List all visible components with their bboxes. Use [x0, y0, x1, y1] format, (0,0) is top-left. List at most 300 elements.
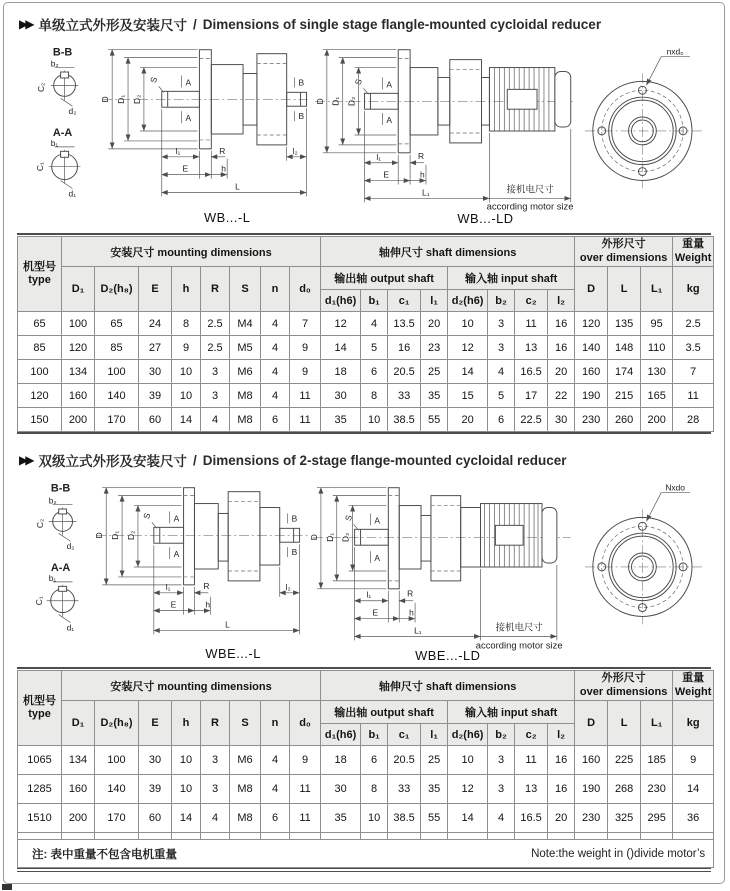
table-cell: 200 — [62, 408, 95, 432]
header-col: n — [261, 701, 290, 746]
dim-D1: D₁ — [110, 530, 121, 540]
header-kg: kg — [673, 267, 714, 312]
table-cell: 55 — [421, 408, 448, 432]
caption-wb-l: WB...-L — [203, 210, 251, 226]
table-cell: 160 — [62, 384, 95, 408]
table-cell: 14 — [321, 336, 361, 360]
table-cell: 130 — [641, 360, 673, 384]
table-cell: 55 — [421, 804, 448, 833]
dim-l1: l₁ — [376, 151, 382, 162]
section2-drawings — [17, 473, 711, 665]
table-row — [18, 360, 714, 384]
table-cell: 65 — [18, 312, 62, 336]
section-marker-icon: ▶▶ — [19, 453, 32, 467]
motor-size-note-zh: 接机电尺寸 — [507, 183, 555, 195]
table-cell: 230 — [641, 775, 673, 804]
table-cell: M8 — [230, 775, 261, 804]
table-cell: 39 — [139, 384, 172, 408]
table-cell: 3 — [488, 336, 515, 360]
header-kg: kg — [673, 701, 714, 746]
d2-label: d₂ — [68, 106, 77, 117]
table-cell: 135 — [608, 312, 641, 336]
table-cell: 35 — [421, 775, 448, 804]
table-cell: 3 — [488, 312, 515, 336]
header-mounting: 安装尺寸 mounting dimensions — [62, 671, 321, 701]
table-cell: 160 — [575, 360, 608, 384]
table-cell: 10 — [172, 360, 201, 384]
table-row — [18, 746, 714, 775]
table-cell: 8 — [361, 775, 388, 804]
table-cell: 110 — [641, 336, 673, 360]
table-cell: 23 — [421, 336, 448, 360]
table-cell: 10 — [172, 384, 201, 408]
dim-D1: D₁ — [325, 532, 336, 542]
bolt-callout — [647, 47, 691, 86]
table-cell: 174 — [608, 360, 641, 384]
table-cell: 65 — [95, 312, 139, 336]
table-cell: 4 — [261, 336, 290, 360]
header-output-shaft: 输出轴 output shaft — [321, 267, 448, 290]
header-col: D — [575, 701, 608, 746]
table-cell: 4 — [261, 360, 290, 384]
table-cell: 11 — [290, 408, 321, 432]
dimension-annotations — [100, 50, 306, 197]
spacer-cell — [230, 833, 261, 840]
section1-drawings — [17, 37, 711, 231]
section-view-bb — [35, 483, 77, 552]
dim-E: E — [372, 607, 379, 618]
c2-label: C₂ — [35, 82, 46, 93]
spacer-cell — [172, 833, 201, 840]
table-cell: 12 — [321, 312, 361, 336]
header-col: d₁(h6) — [321, 290, 361, 312]
table-cell: 14 — [448, 804, 488, 833]
table-cell: 4 — [201, 408, 230, 432]
table-cell: 120 — [575, 312, 608, 336]
drawing-wb-ld — [309, 37, 575, 227]
header-col: S — [230, 267, 261, 312]
table-cell: 8 — [361, 384, 388, 408]
table-cell: 13 — [515, 336, 548, 360]
spacer-cell — [321, 833, 361, 840]
dim-L1: L₁ — [422, 187, 431, 198]
header-col: E — [139, 267, 172, 312]
header-col: b₂ — [488, 290, 515, 312]
table-cell: M5 — [230, 336, 261, 360]
single-stage-dimension-table — [17, 236, 714, 432]
table-cell: 10 — [172, 746, 201, 775]
header-col: h — [172, 701, 201, 746]
table-cell: 30 — [139, 746, 172, 775]
table-cell: 134 — [62, 746, 95, 775]
section-view-aa — [35, 127, 81, 198]
table-cell: 230 — [575, 804, 608, 833]
dim-D: D — [100, 96, 111, 103]
table-cell: 100 — [95, 746, 139, 775]
table-cell: 6 — [261, 408, 290, 432]
table-cell: 165 — [641, 384, 673, 408]
table-cell: 28 — [673, 408, 714, 432]
header-col: d₂(h6) — [448, 724, 488, 746]
table-cell: 85 — [18, 336, 62, 360]
caption-wbe-l: WBE...-L — [205, 646, 261, 662]
section-marker-icon: ▶▶ — [19, 17, 32, 31]
spacer-cell — [62, 833, 95, 840]
dim-D: D — [309, 534, 320, 541]
header-col: L — [608, 701, 641, 746]
table-cell: 150 — [18, 408, 62, 432]
dim-D2: D₂ — [131, 94, 142, 104]
section2-title-en: Dimensions of 2-stage flange-mounted cycloidal reducer — [202, 452, 567, 468]
dim-R: R — [219, 145, 226, 156]
table-cell: 4 — [261, 312, 290, 336]
dim-D1: D₁ — [331, 96, 342, 106]
table-cell: 35 — [321, 408, 361, 432]
table-cell: 95 — [641, 312, 673, 336]
b1-label: b₁ — [48, 572, 57, 583]
drawing-wbe-ld — [309, 473, 575, 663]
table-cell: 13 — [515, 775, 548, 804]
spacer-cell — [488, 833, 515, 840]
table-cell: 33 — [388, 384, 421, 408]
table-cell: 10 — [361, 408, 388, 432]
table-cell: 14 — [673, 775, 714, 804]
dimension-annotations — [94, 488, 299, 635]
header-type: 机型号 type — [18, 671, 62, 746]
table-cell: 230 — [575, 408, 608, 432]
table-body — [18, 746, 714, 833]
table-cell: 134 — [62, 360, 95, 384]
note-en: Note:the weight in ()divide motor’s — [531, 847, 706, 860]
section-b-mark: B — [291, 547, 298, 558]
table-cell: 7 — [290, 312, 321, 336]
table-foot — [18, 833, 714, 868]
spacer-cell — [421, 833, 448, 840]
header-col: E — [139, 701, 172, 746]
drawing-flange-front-1 — [575, 43, 711, 195]
b1-label: b₁ — [50, 137, 59, 148]
c2-label: C₂ — [34, 518, 45, 529]
table-cell: M6 — [230, 746, 261, 775]
table-cell: 4 — [261, 775, 290, 804]
table-cell: 11 — [290, 804, 321, 833]
table-cell: 185 — [641, 746, 673, 775]
note-zh: 注: 表中重量不包含电机重量 — [32, 848, 178, 861]
table-cell: 18 — [321, 746, 361, 775]
header-col: b₂ — [488, 724, 515, 746]
header-over: 外形尺寸 over dimensions — [575, 237, 673, 267]
table-cell: 17 — [515, 384, 548, 408]
table-cell: 20 — [448, 408, 488, 432]
table-cell: 35 — [321, 804, 361, 833]
spacer-cell — [448, 833, 488, 840]
table-cell: 3.5 — [673, 336, 714, 360]
dim-E: E — [383, 169, 390, 180]
table-header — [18, 671, 714, 746]
table-cell: 268 — [608, 775, 641, 804]
section1-title-zh: 单级立式外形及安装尺寸 — [38, 18, 187, 33]
section1-title — [19, 14, 709, 34]
table-cell: 3 — [488, 775, 515, 804]
title-separator: / — [192, 16, 197, 32]
catalog-page — [3, 2, 725, 884]
table-cell: 14 — [172, 408, 201, 432]
dim-l2: l₂ — [285, 581, 291, 592]
note-row — [18, 840, 714, 868]
table-cell: 4 — [201, 804, 230, 833]
table-cell: 13.5 — [388, 312, 421, 336]
section-a-mark: A — [386, 115, 393, 126]
spacer-cell — [515, 833, 548, 840]
table-cell: 6 — [488, 408, 515, 432]
dim-L1: L₁ — [414, 625, 423, 636]
table-cell: M4 — [230, 312, 261, 336]
spacer-cell — [608, 833, 641, 840]
motor-size-note-en: according motor size — [487, 200, 574, 212]
header-over: 外形尺寸 over dimensions — [575, 671, 673, 701]
c1-label: C₁ — [34, 162, 45, 172]
section2-title — [19, 450, 709, 470]
table-cell: 10 — [448, 746, 488, 775]
table-cell: 200 — [641, 408, 673, 432]
dim-L: L — [225, 619, 230, 630]
spacer-cell — [641, 833, 673, 840]
table-cell: 120 — [18, 384, 62, 408]
table-cell: 11 — [290, 384, 321, 408]
table-cell: 30 — [548, 408, 575, 432]
aa-label: A-A — [50, 561, 71, 574]
table-cell: 9 — [673, 746, 714, 775]
table-cell: 16 — [388, 336, 421, 360]
table-cell: 148 — [608, 336, 641, 360]
table-cell: 14 — [172, 804, 201, 833]
table-cell: 10 — [448, 312, 488, 336]
table-cell: 22.5 — [515, 408, 548, 432]
table-cell: 38.5 — [388, 408, 421, 432]
dim-E: E — [182, 163, 189, 174]
header-col: d₀ — [290, 701, 321, 746]
table-cell: 9 — [290, 746, 321, 775]
header-col: d₁(h6) — [321, 724, 361, 746]
dim-l1: l₁ — [175, 145, 181, 156]
header-mounting: 安装尺寸 mounting dimensions — [62, 237, 321, 267]
table-cell: 190 — [575, 775, 608, 804]
table-row — [18, 775, 714, 804]
table-cell: 5 — [488, 384, 515, 408]
table-row — [18, 804, 714, 833]
table-cell: M6 — [230, 360, 261, 384]
table-cell: 16 — [548, 746, 575, 775]
header-col: l₂ — [548, 724, 575, 746]
dim-R: R — [203, 580, 210, 591]
section-a-mark: A — [185, 113, 192, 124]
table-cell: 170 — [95, 804, 139, 833]
dim-D: D — [315, 98, 326, 105]
section-a-mark: A — [185, 77, 192, 88]
table-cell: 85 — [95, 336, 139, 360]
table-cell: 140 — [575, 336, 608, 360]
dim-h: h — [205, 599, 211, 610]
table-cell: 18 — [321, 360, 361, 384]
drawing-wbe-l — [17, 473, 309, 663]
table-cell: 225 — [608, 746, 641, 775]
page-corner-mark — [2, 884, 12, 890]
dim-D: D — [94, 532, 105, 539]
table-cell: 30 — [321, 384, 361, 408]
b2-label: b₂ — [48, 495, 57, 506]
table-cell: 10 — [172, 775, 201, 804]
d1-label: d₁ — [66, 622, 75, 633]
table-cell: 16 — [548, 775, 575, 804]
table-cell: 7 — [673, 360, 714, 384]
table-cell: 16.5 — [515, 360, 548, 384]
dim-l1: l₁ — [366, 589, 372, 600]
header-col: d₀ — [290, 267, 321, 312]
header-col: d₂(h6) — [448, 290, 488, 312]
table-cell: 6 — [361, 746, 388, 775]
table-cell: 100 — [62, 312, 95, 336]
table-row — [18, 312, 714, 336]
table-cell: 3 — [201, 384, 230, 408]
table-cell: 27 — [139, 336, 172, 360]
table-cell: 30 — [139, 360, 172, 384]
dim-h: h — [409, 607, 415, 618]
title-separator: / — [192, 452, 197, 468]
spacer-cell — [361, 833, 388, 840]
header-type: 机型号 type — [18, 237, 62, 312]
header-col: R — [201, 701, 230, 746]
table-body — [18, 312, 714, 432]
table-cell: 4 — [488, 804, 515, 833]
header-shaft: 轴伸尺寸 shaft dimensions — [321, 671, 575, 701]
section-a-mark: A — [374, 515, 381, 526]
table-header — [18, 237, 714, 312]
header-col: c₂ — [515, 290, 548, 312]
reducer-motor-body — [313, 488, 571, 589]
table-cell: 8 — [172, 312, 201, 336]
s-label: S — [148, 75, 160, 84]
table-cell: 5 — [361, 336, 388, 360]
table-cell: 100 — [18, 360, 62, 384]
bolt-callout — [647, 483, 691, 522]
table-cell: 260 — [608, 408, 641, 432]
motor-size-note-zh: 接机电尺寸 — [496, 621, 544, 633]
table-cell: 9 — [290, 336, 321, 360]
section2-title-zh: 双级立式外形及安装尺寸 — [38, 454, 187, 469]
spacer-row — [18, 833, 714, 840]
table-cell: 4 — [261, 384, 290, 408]
spacer-cell — [261, 833, 290, 840]
table-cell: M8 — [230, 804, 261, 833]
table-row — [18, 384, 714, 408]
section-a-mark: A — [173, 549, 180, 560]
table-cell: 9 — [290, 360, 321, 384]
section-a-mark: A — [173, 513, 180, 524]
table-cell: 25 — [421, 746, 448, 775]
header-col: L — [608, 267, 641, 312]
table-cell: 4 — [361, 312, 388, 336]
table-cell: 4 — [488, 360, 515, 384]
table-cell: 14 — [448, 360, 488, 384]
table-cell: 22 — [548, 384, 575, 408]
table-cell: 60 — [139, 408, 172, 432]
spacer-cell — [548, 833, 575, 840]
section-view-bb — [36, 47, 79, 116]
header-col: b₁ — [361, 724, 388, 746]
header-col: D₂(h₈) — [95, 701, 139, 746]
dim-D1: D₁ — [116, 94, 127, 104]
table-cell: 4 — [261, 746, 290, 775]
header-weight: 重量 Weight — [673, 237, 714, 267]
table-cell: 20 — [548, 804, 575, 833]
spacer-cell — [95, 833, 139, 840]
header-col: c₂ — [515, 724, 548, 746]
table-cell: 30 — [321, 775, 361, 804]
d2-label: d₂ — [66, 541, 75, 552]
s-label: S — [141, 511, 153, 520]
table-cell: 16 — [548, 336, 575, 360]
spacer-cell — [201, 833, 230, 840]
s-label: S — [353, 77, 365, 86]
table-cell: 20 — [421, 312, 448, 336]
header-col: D₂(h₈) — [95, 267, 139, 312]
two-stage-dimension-table — [17, 670, 714, 868]
header-weight: 重量 Weight — [673, 671, 714, 701]
header-col: b₁ — [361, 290, 388, 312]
header-col: h — [172, 267, 201, 312]
table-cell: 38.5 — [388, 804, 421, 833]
table-cell: 1065 — [18, 746, 62, 775]
header-col: D — [575, 267, 608, 312]
dimension-annotations — [309, 488, 563, 651]
table-cell: 35 — [421, 384, 448, 408]
section-a-mark: A — [374, 553, 381, 564]
caption-wb-ld: WB...-LD — [457, 211, 515, 227]
table-cell: 1510 — [18, 804, 62, 833]
spacer-cell — [290, 833, 321, 840]
spacer-cell — [18, 833, 62, 840]
header-col: l₂ — [548, 290, 575, 312]
table-cell: 3 — [201, 746, 230, 775]
dim-h: h — [221, 163, 226, 174]
dim-h: h — [420, 169, 426, 180]
spacer-cell — [575, 833, 608, 840]
dim-R: R — [418, 150, 425, 161]
header-col: l₁ — [421, 724, 448, 746]
table-cell: 200 — [62, 804, 95, 833]
table-cell: 325 — [608, 804, 641, 833]
d1-label: d₁ — [68, 188, 77, 199]
header-output-shaft: 输出轴 output shaft — [321, 701, 448, 724]
section1-title-en: Dimensions of single stage flangle-mounted cycloidal reducer — [202, 16, 602, 32]
b2-label: b₂ — [50, 58, 59, 69]
dim-D2: D₂ — [125, 530, 136, 540]
header-shaft: 轴伸尺寸 shaft dimensions — [321, 237, 575, 267]
header-col: l₁ — [421, 290, 448, 312]
header-col: L₁ — [641, 267, 673, 312]
table-cell: 100 — [95, 360, 139, 384]
table-cell: 16.5 — [515, 804, 548, 833]
table-cell: 11 — [515, 312, 548, 336]
header-col: c₁ — [388, 290, 421, 312]
table-cell: M8 — [230, 408, 261, 432]
caption-wbe-ld: WBE...-LD — [415, 648, 481, 663]
table-cell: 9 — [172, 336, 201, 360]
table-cell: 3 — [201, 775, 230, 804]
table-cell: 16 — [548, 312, 575, 336]
c1-label: C₁ — [33, 596, 44, 606]
table-cell: 120 — [62, 336, 95, 360]
